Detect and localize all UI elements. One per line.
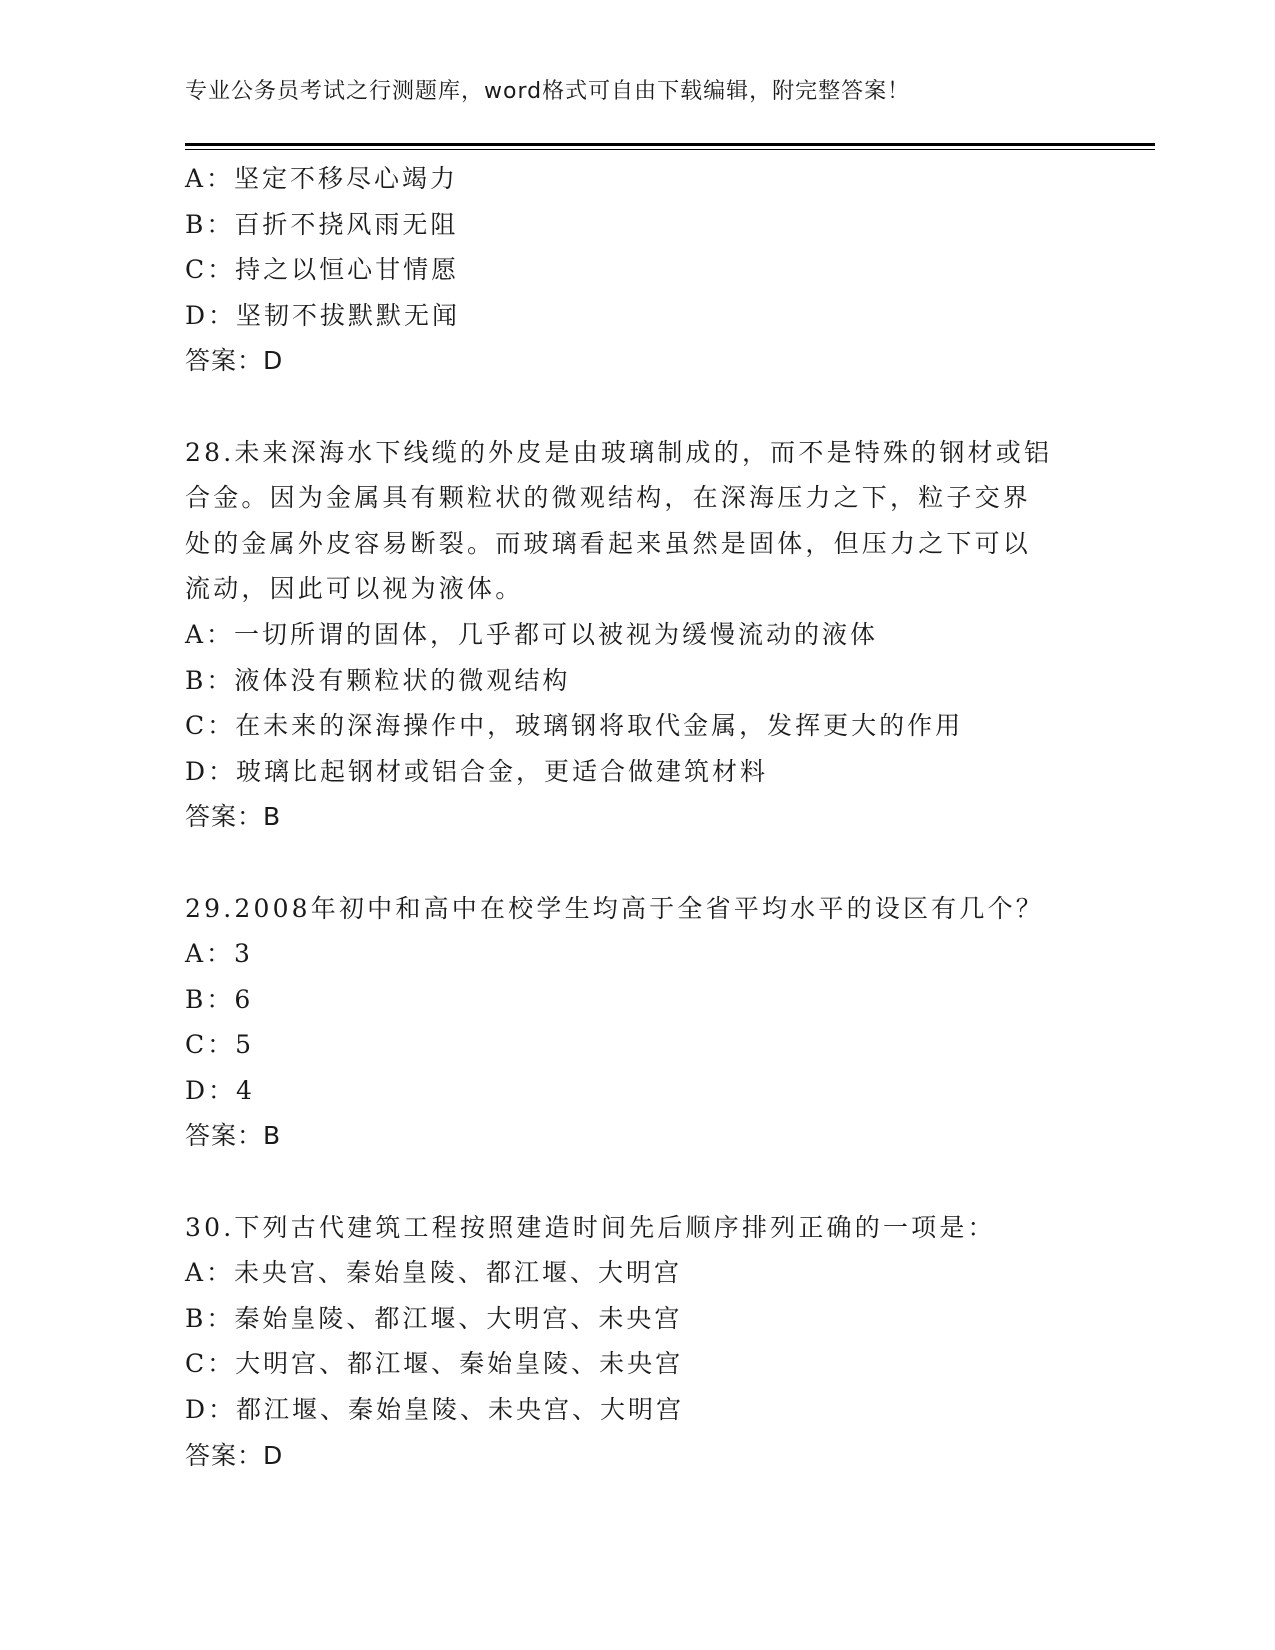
option-d: D：坚韧不拔默默无闻 — [185, 300, 461, 330]
option-a: A：未央宫、秦始皇陵、都江堰、大明宫 — [185, 1258, 683, 1288]
option-b: B：液体没有颗粒状的微观结构 — [185, 665, 571, 695]
stem-line: 合金。因为金属具有颗粒状的微观结构，在深海压力之下，粒子交界 — [185, 483, 1032, 513]
option-c: C：在未来的深海操作中，玻璃钢将取代金属，发挥更大的作用 — [185, 711, 964, 741]
question-28 — [185, 430, 1085, 840]
stem-line: 流动，因此可以视为液体。 — [185, 574, 524, 604]
option-b: B：百折不挠风雨无阻 — [185, 209, 459, 239]
spacer — [185, 384, 1085, 430]
question-stem — [185, 430, 1085, 612]
option-a: A：3 — [185, 939, 253, 969]
question-content — [185, 156, 1085, 1478]
answer-line: 答案：D — [185, 1440, 284, 1470]
question-stem — [185, 886, 1085, 932]
option-c: C：持之以恒心甘情愿 — [185, 255, 460, 285]
question-30 — [185, 1205, 1085, 1479]
spacer — [185, 840, 1085, 886]
header-divider-thin — [185, 149, 1155, 150]
option-b: B：6 — [185, 984, 254, 1014]
spacer — [185, 1159, 1085, 1205]
question-stem — [185, 1205, 1085, 1251]
option-b: B：秦始皇陵、都江堰、大明宫、未央宫 — [185, 1303, 683, 1333]
stem-line: 29.2008年初中和高中在校学生均高于全省平均水平的设区有几个？ — [185, 893, 1044, 923]
stem-line: 处的金属外皮容易断裂。而玻璃看起来虽然是固体，但压力之下可以 — [185, 528, 1032, 558]
answer-line: 答案：B — [185, 1121, 282, 1151]
answer-line: 答案：D — [185, 346, 284, 376]
option-c: C：5 — [185, 1030, 255, 1060]
option-d: D：都江堰、秦始皇陵、未央宫、大明宫 — [185, 1395, 685, 1425]
page-header: 专业公务员考试之行测题库，word格式可自由下载编辑，附完整答案！ — [185, 79, 911, 104]
stem-line: 28.未来深海水下线缆的外皮是由玻璃制成的，而不是特殊的钢材或铝 — [185, 437, 1053, 467]
option-d: D：4 — [185, 1075, 255, 1105]
option-a: A：坚定不移尽心竭力 — [185, 164, 459, 193]
header-divider-thick — [185, 143, 1155, 146]
question-29 — [185, 886, 1085, 1160]
option-a: A：一切所谓的固体，几乎都可以被视为缓慢流动的液体 — [185, 619, 879, 649]
question-27 — [185, 156, 1085, 384]
answer-line: 答案：B — [185, 802, 282, 832]
option-d: D：玻璃比起钢材或铝合金，更适合做建筑材料 — [185, 756, 769, 786]
option-c: C：大明宫、都江堰、秦始皇陵、未央宫 — [185, 1349, 684, 1379]
stem-line: 30.下列古代建筑工程按照建造时间先后顺序排列正确的一项是： — [185, 1212, 996, 1242]
